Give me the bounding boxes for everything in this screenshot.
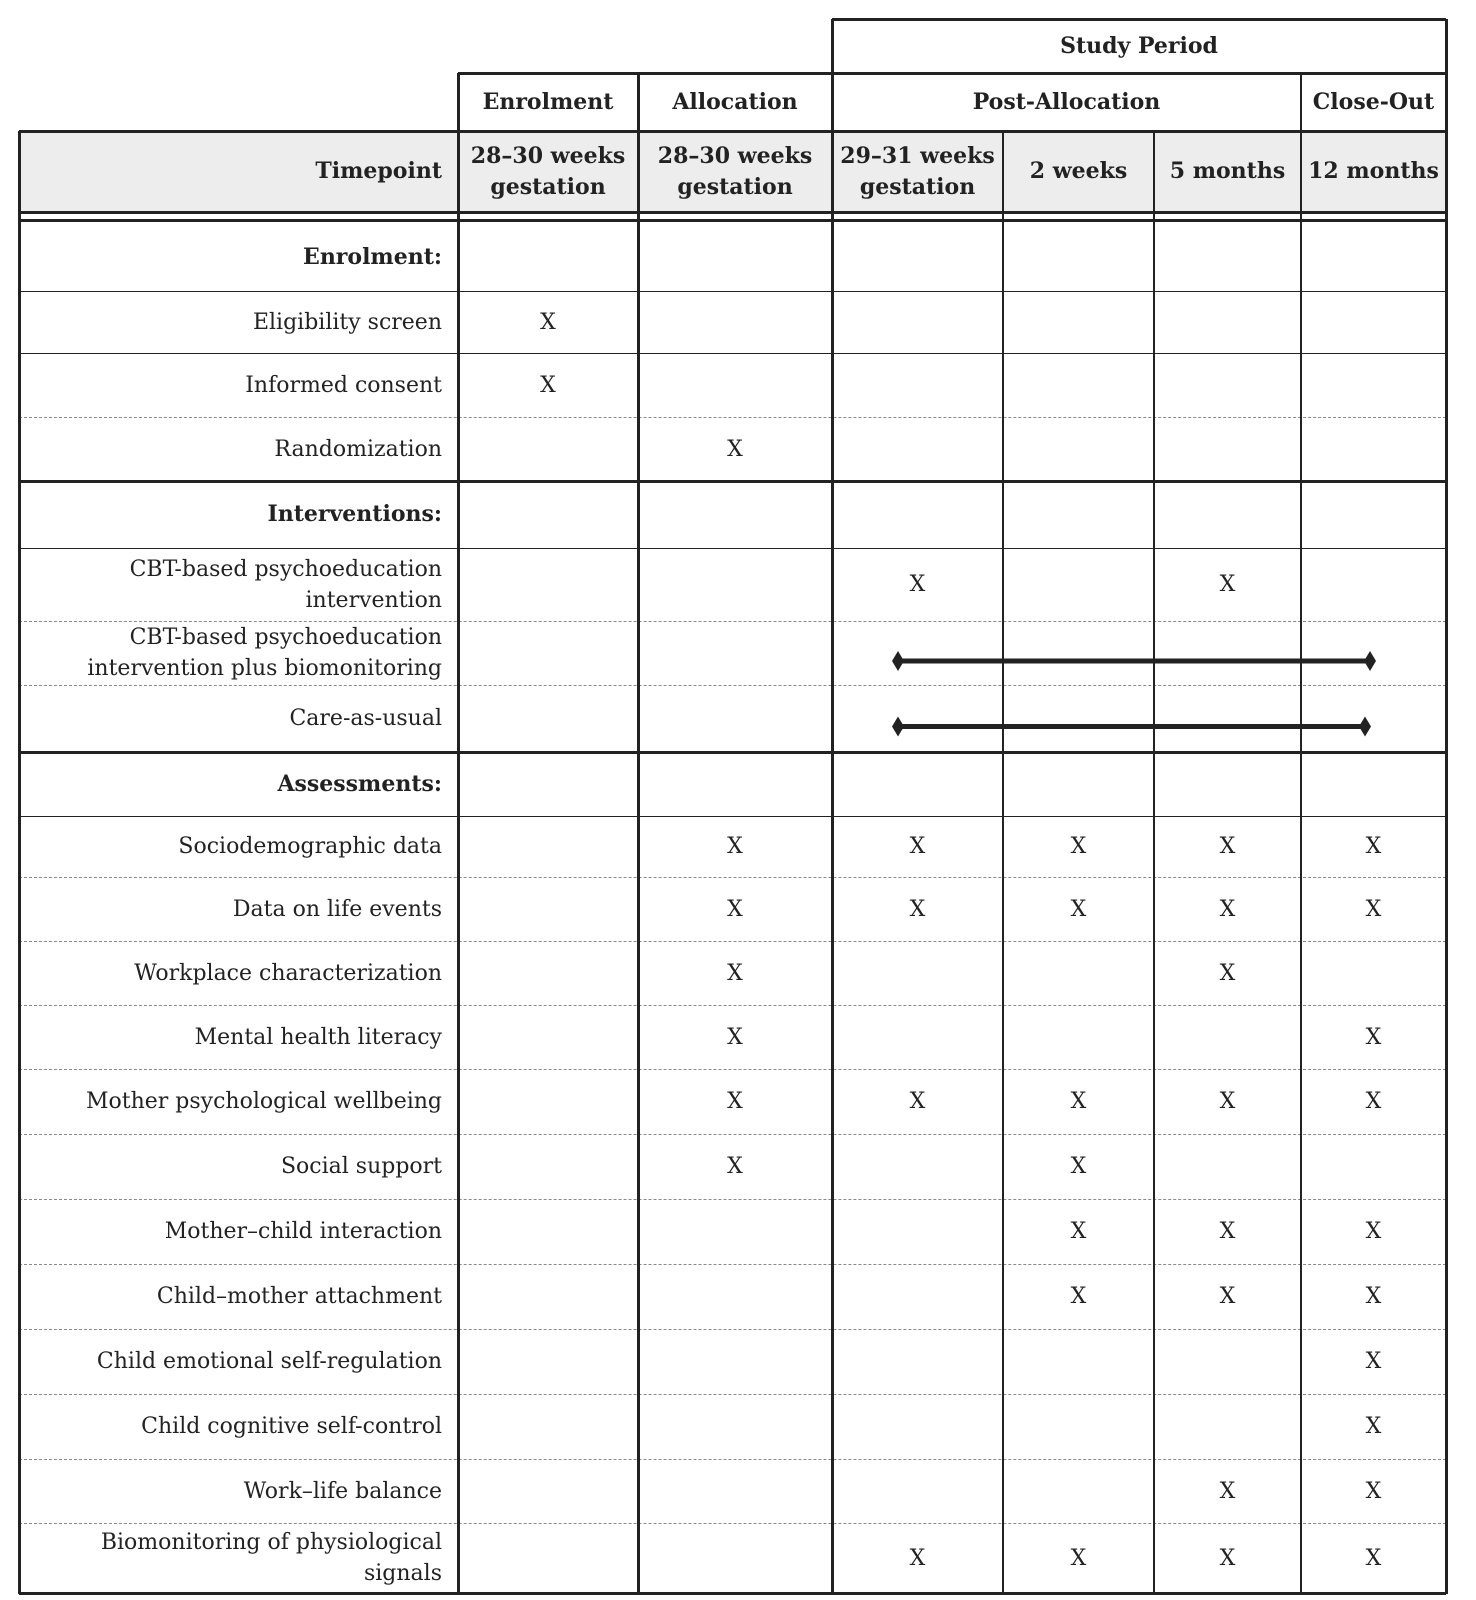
timepoint-header: 2 weeks xyxy=(1029,158,1128,184)
row-label: Mental health literacy xyxy=(194,1024,442,1050)
allocation-phase-header: Allocation xyxy=(672,88,798,115)
row-label: Child–mother attachment xyxy=(156,1284,442,1309)
row-label: Mother–child interaction xyxy=(164,1219,442,1244)
row-label: Work–life balance xyxy=(243,1478,442,1504)
row-label: Social support xyxy=(280,1154,442,1179)
schedule-mark: X xyxy=(1070,1545,1087,1571)
row-label: CBT-based psychoeducation intervention xyxy=(129,556,442,613)
row-label: Workplace characterization xyxy=(134,960,442,986)
section-title: Interventions: xyxy=(267,501,442,527)
schedule-mark: X xyxy=(1219,1478,1236,1504)
bar-endpoint-diamond xyxy=(892,651,904,671)
bar-endpoint-diamond xyxy=(1364,651,1376,671)
schedule-mark: X xyxy=(1219,960,1236,986)
bar-endpoint-diamond xyxy=(892,717,904,737)
timepoint-header: 28–30 weeks gestation xyxy=(657,142,813,200)
schedule-mark: X xyxy=(1219,1089,1236,1114)
row-label: CBT-based psychoeducation intervention plus biomonitoring xyxy=(87,625,442,681)
row-label: Mother psychological wellbeing xyxy=(85,1089,442,1114)
enrolment-phase-header: Enrolment xyxy=(482,88,614,115)
timepoint-header: 29–31 weeks gestation xyxy=(840,142,995,200)
bar-endpoint-diamond xyxy=(1359,717,1371,737)
close-out-phase-header: Close-Out xyxy=(1312,88,1435,115)
study-period-header: Study Period xyxy=(1060,32,1218,59)
schedule-mark: X xyxy=(1365,1089,1382,1114)
schedule-mark: X xyxy=(727,896,743,922)
schedule-mark: X xyxy=(1070,1154,1087,1179)
row-label: Eligibility screen xyxy=(252,309,442,335)
schedule-mark: X xyxy=(1365,834,1382,859)
post-allocation-phase-header: Post-Allocation xyxy=(972,88,1161,115)
schedule-mark: X xyxy=(909,572,926,597)
row-label: Data on life events xyxy=(232,896,442,922)
schedule-mark: X xyxy=(727,436,743,462)
schedule-mark: X xyxy=(1219,1284,1236,1309)
section-title: Enrolment: xyxy=(303,244,442,270)
row-label: Sociodemographic data xyxy=(178,834,442,859)
schedule-mark: X xyxy=(1365,1414,1382,1439)
schedule-mark: X xyxy=(1219,896,1236,922)
row-label: Informed consent xyxy=(245,372,442,398)
schedule-mark: X xyxy=(1365,1284,1382,1309)
schedule-mark: X xyxy=(727,834,743,859)
schedule-mark: X xyxy=(1070,896,1087,922)
schedule-mark: X xyxy=(727,960,743,986)
schedule-mark: X xyxy=(540,309,556,335)
schedule-mark: X xyxy=(1365,1024,1382,1050)
schedule-mark: X xyxy=(909,1089,926,1114)
schedule-mark: X xyxy=(1070,1089,1087,1114)
schedule-mark: X xyxy=(727,1089,743,1114)
timepoint-header: 12 months xyxy=(1308,158,1439,184)
schedule-mark: X xyxy=(1219,1545,1236,1571)
schedule-mark: X xyxy=(1070,834,1087,859)
row-label: Biomonitoring of physiological signals xyxy=(100,1530,442,1586)
section-title: Assessments: xyxy=(277,770,442,797)
schedule-mark: X xyxy=(727,1154,743,1179)
schedule-mark: X xyxy=(909,834,926,859)
schedule-mark: X xyxy=(909,1545,926,1571)
schedule-mark: X xyxy=(540,372,556,398)
schedule-mark: X xyxy=(1365,1349,1382,1374)
timepoint-header: 5 months xyxy=(1169,158,1286,184)
schedule-mark: X xyxy=(1070,1219,1087,1244)
row-label: Care-as-usual xyxy=(289,706,442,731)
schedule-mark: X xyxy=(1219,834,1236,859)
schedule-mark: X xyxy=(909,896,926,922)
timepoint-header: 28–30 weeks gestation xyxy=(470,142,626,200)
row-label: Randomization xyxy=(274,436,442,462)
schedule-mark: X xyxy=(727,1024,743,1050)
schedule-mark: X xyxy=(1219,1219,1236,1244)
schedule-mark: X xyxy=(1219,572,1236,597)
schedule-mark: X xyxy=(1365,1219,1382,1244)
schedule-mark: X xyxy=(1365,1545,1382,1571)
row-label: Child emotional self-regulation xyxy=(96,1349,442,1374)
schedule-mark: X xyxy=(1365,896,1382,922)
schedule-mark: X xyxy=(1365,1478,1382,1504)
timepoint-label: Timepoint xyxy=(315,158,442,184)
schedule-mark: X xyxy=(1070,1284,1087,1309)
row-label: Child cognitive self-control xyxy=(141,1414,442,1439)
